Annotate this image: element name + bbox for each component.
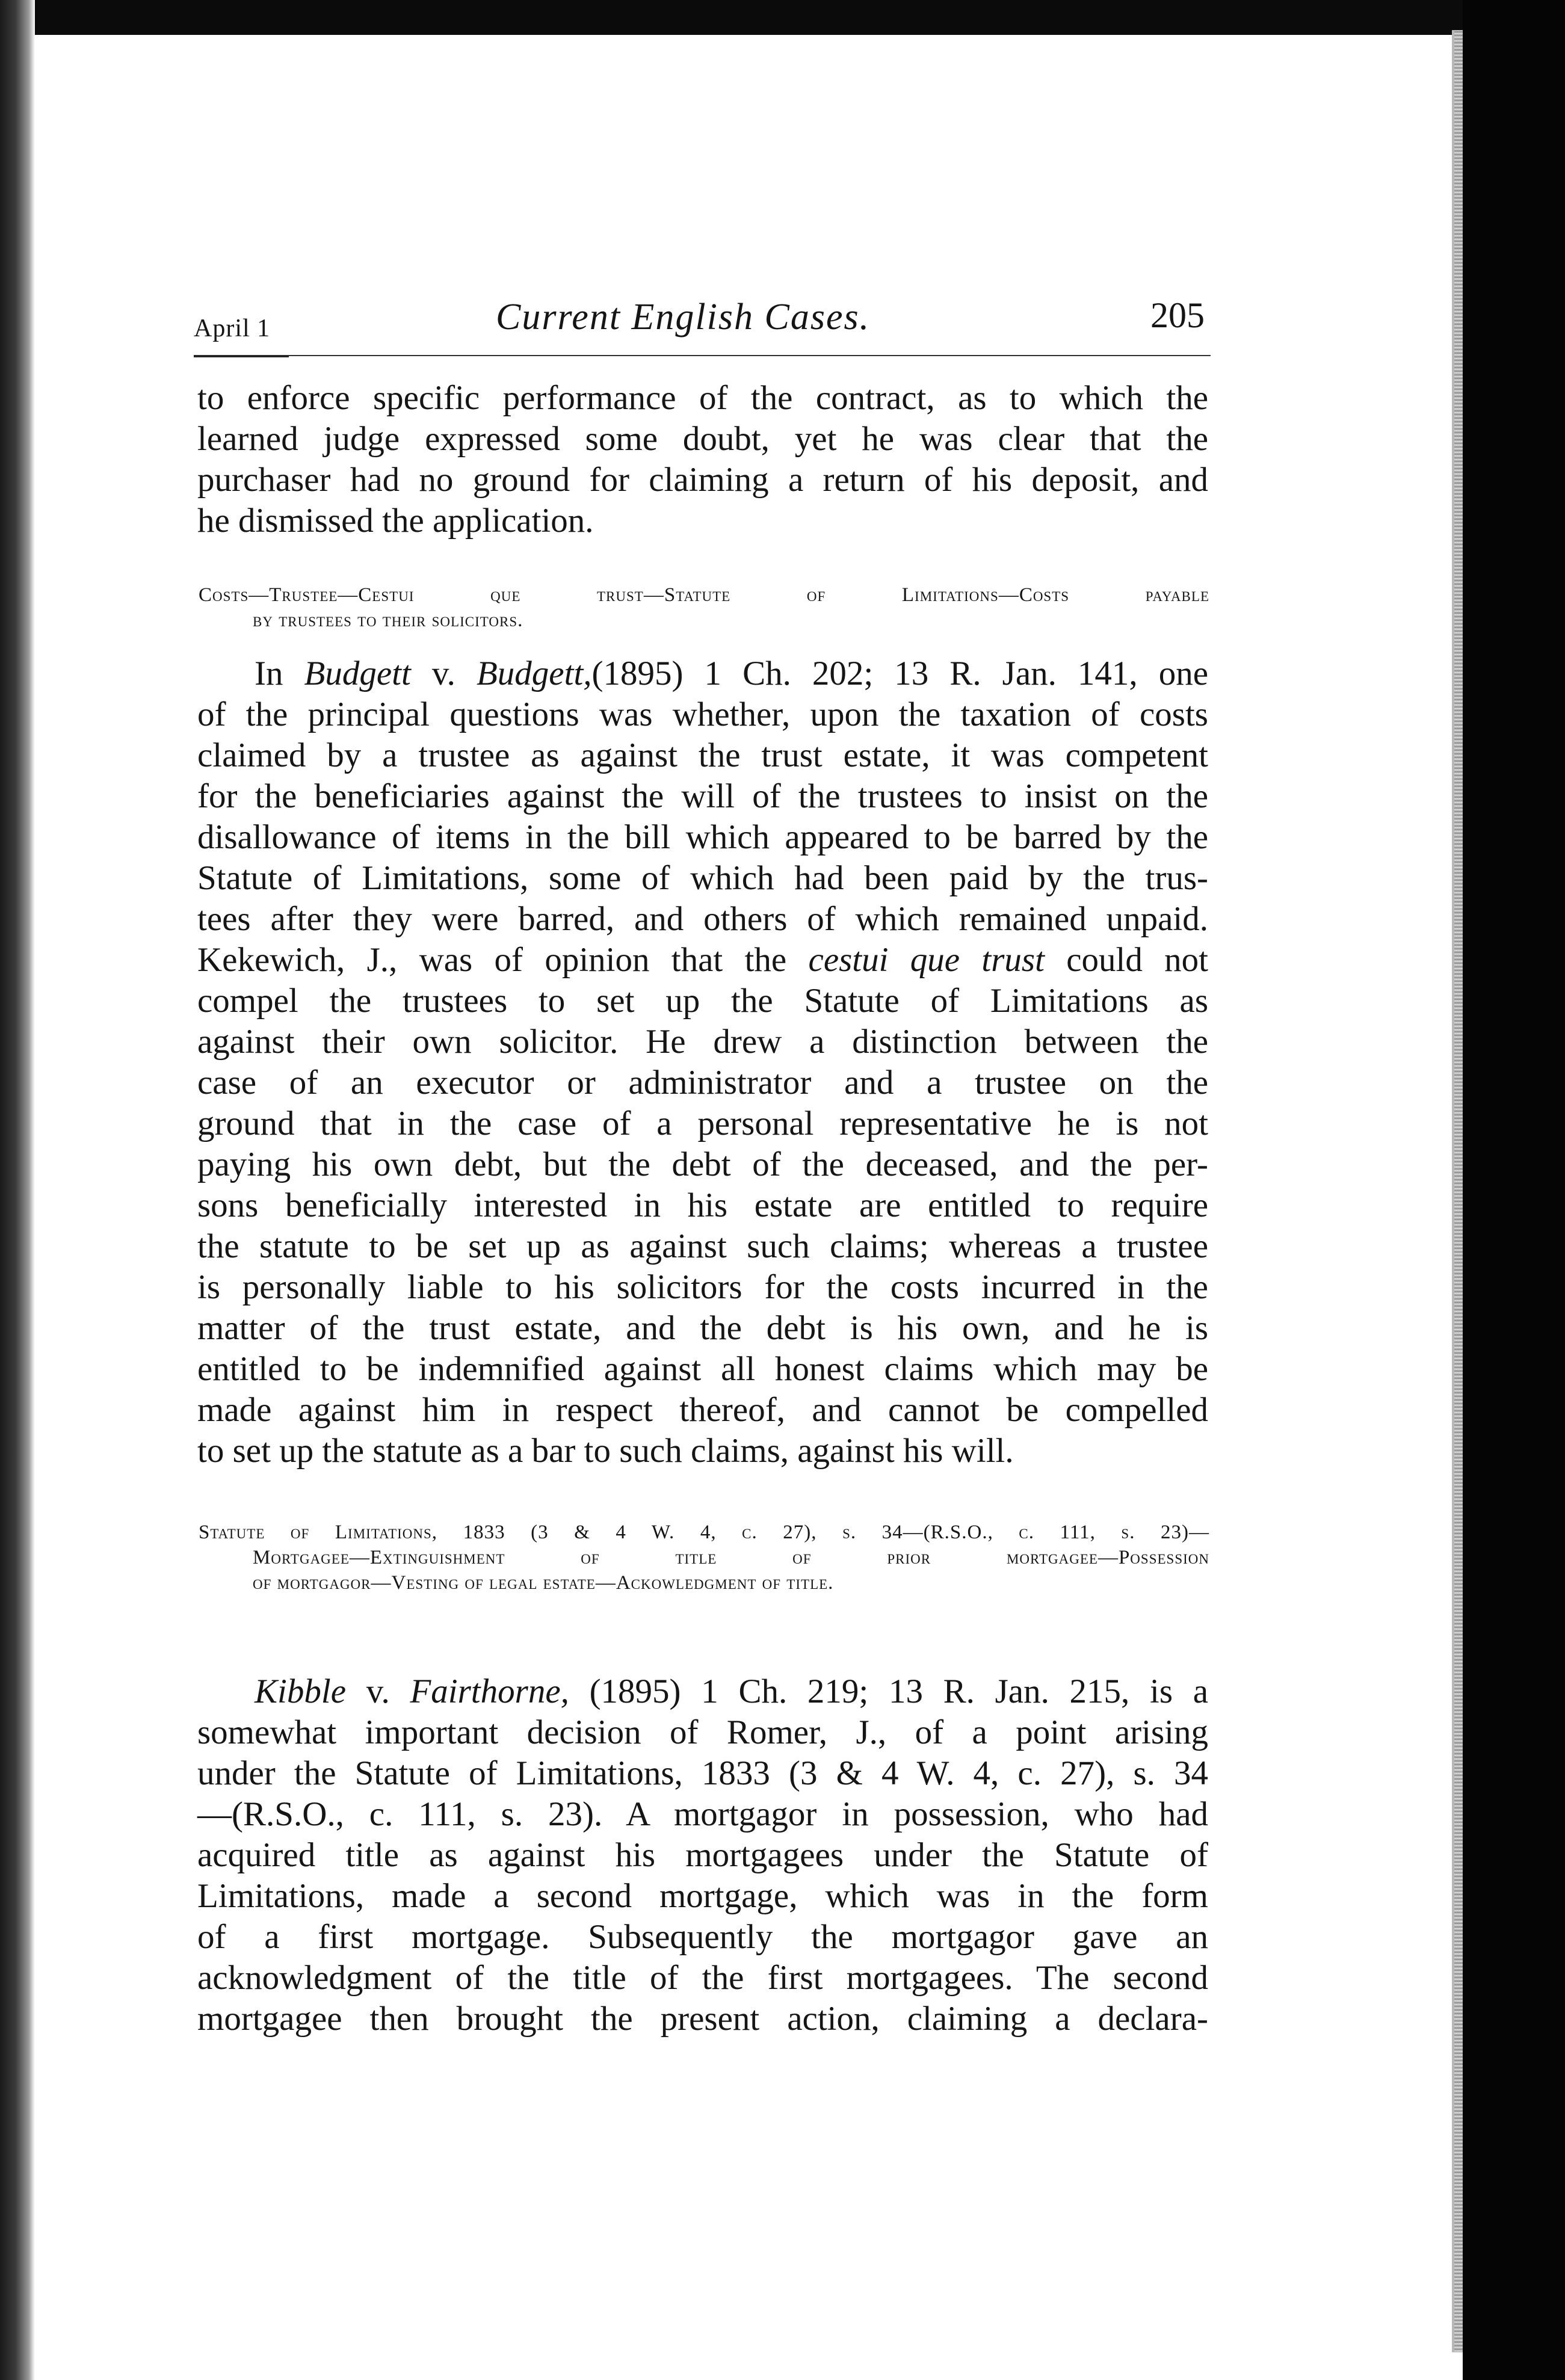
running-head — [194, 283, 1205, 355]
case-plaintiff: Budgett — [304, 655, 411, 692]
text-line: is personally liable to his solicitors for the costs incurred in the — [197, 1268, 1208, 1306]
text-line: purchaser had no ground for claiming a return of his deposit, and — [197, 461, 1208, 499]
text-line: sons beneficially interested in his estate are entitled to require — [197, 1186, 1208, 1224]
text-line: —(R.S.O., c. 111, s. 23). A mortgagor in possession, who had — [197, 1795, 1208, 1833]
versus: v. — [431, 655, 455, 692]
text-line: entitled to be indemnified against all honest claims which may be — [197, 1350, 1208, 1388]
text-line: paying his own debt, but the debt of the deceased, and the per- — [197, 1145, 1208, 1183]
text-line: disallowance of items in the bill which appeared to be barred by the — [197, 818, 1208, 856]
text-line-italic — [197, 940, 1208, 981]
text-line: made against him in respect thereof, and cannot be compelled — [197, 1391, 1208, 1429]
case-citation: (1895) 1 Ch. 219; 13 R. Jan. 215, is a — [589, 1672, 1209, 1710]
text-line: learned judge expressed some doubt, yet he was clear that the — [197, 420, 1208, 458]
intro-word: In — [255, 655, 283, 692]
header-date: April 1 — [194, 315, 271, 342]
scan-page-edge-texture — [1454, 30, 1463, 2352]
continued-paragraph — [197, 378, 1208, 541]
text-line: against their own solicitor. He drew a distinction between the — [197, 1023, 1208, 1061]
text-line: to enforce specific performance of the contract, as to which the — [197, 379, 1208, 417]
section-heading-limitations — [199, 1520, 1209, 1595]
text-line: acquired title as against his mortgagees under the Statute of — [197, 1836, 1208, 1874]
text-line: matter of the trust estate, and the debt is his own, and he is — [197, 1309, 1208, 1347]
case-intro-line — [197, 653, 1208, 694]
case-defendant: Fairthorne, — [410, 1672, 569, 1710]
scan-top-border — [0, 0, 1565, 35]
heading-line: Statute of Limitations, 1833 (3 & 4 W. 4, c. 27), s. 34—(R.S.O., c. 111, s. 23)— — [199, 1521, 1209, 1543]
text-line: for the beneficiaries against the will of the trustees to insist on the — [197, 777, 1208, 815]
header-rule-accent — [194, 356, 289, 357]
header-rule — [194, 355, 1211, 356]
text-line: of a first mortgage. Subsequently the mortgagor gave an — [197, 1918, 1208, 1956]
text-line: under the Statute of Limitations, 1833 (3 & 4 W. 4, c. 27), s. 34 — [197, 1754, 1208, 1792]
case-intro-line — [197, 1671, 1208, 1712]
scan-right-border — [1463, 0, 1565, 2380]
text-line: to set up the statute as a bar to such claims, against his will. — [197, 1432, 1014, 1470]
section-body-kibble — [197, 1671, 1208, 2039]
text-line: Statute of Limitations, some of which had been paid by the trus- — [197, 859, 1208, 897]
text-line: ground that in the case of a personal representative he is not — [197, 1105, 1208, 1142]
text-line: Limitations, made a second mortgage, which was in the form — [197, 1877, 1208, 1915]
text-line: mortgagee then brought the present action, claiming a declara- — [197, 2000, 1208, 2038]
text-line: the statute to be set up as against such claims; whereas a trustee — [197, 1227, 1208, 1265]
text-line: compel the trustees to set up the Statute of Limitations as — [197, 982, 1208, 1020]
text-line: of the principal questions was whether, upon the taxation of costs — [197, 695, 1208, 733]
text-line: acknowledgment of the title of the first mortgagees. The second — [197, 1959, 1208, 1997]
case-citation: (1895) 1 Ch. 202; 13 R. Jan. 141, one — [591, 655, 1209, 692]
scan-left-border — [0, 0, 35, 2380]
italic-phrase: cestui que trust — [808, 941, 1045, 979]
text-line: claimed by a trustee as against the trust estate, it was competent — [197, 736, 1208, 774]
case-defendant: Budgett, — [476, 655, 592, 692]
text-line: tees after they were barred, and others of which remained unpaid. — [197, 900, 1208, 938]
text-line: somewhat important decision of Romer, J., of a point arising — [197, 1713, 1208, 1751]
case-plaintiff: Kibble — [255, 1672, 346, 1710]
heading-line: Mortgagee—Extinguishment of title of prior mortgagee—Possession — [253, 1547, 1209, 1568]
line-start: Kekewich, J., was of opinion that the — [197, 941, 787, 979]
heading-line: of mortgagor—Vesting of legal estate—Ackowledgment of title. — [253, 1572, 834, 1594]
line-end: could not — [1066, 941, 1209, 979]
section-body-budgett — [197, 653, 1208, 1472]
heading-line: Costs—Trustee—Cestui que trust—Statute of Limitations—Costs payable — [199, 584, 1209, 606]
text-line: case of an executor or administrator and a trustee on the — [197, 1064, 1208, 1102]
versus: v. — [366, 1672, 390, 1710]
heading-line: by trustees to their solicitors. — [253, 609, 523, 631]
page-number: 205 — [1150, 295, 1205, 335]
header-title: Current English Cases. — [496, 297, 871, 338]
section-heading-costs — [199, 582, 1209, 633]
text-line: he dismissed the application. — [197, 502, 594, 540]
